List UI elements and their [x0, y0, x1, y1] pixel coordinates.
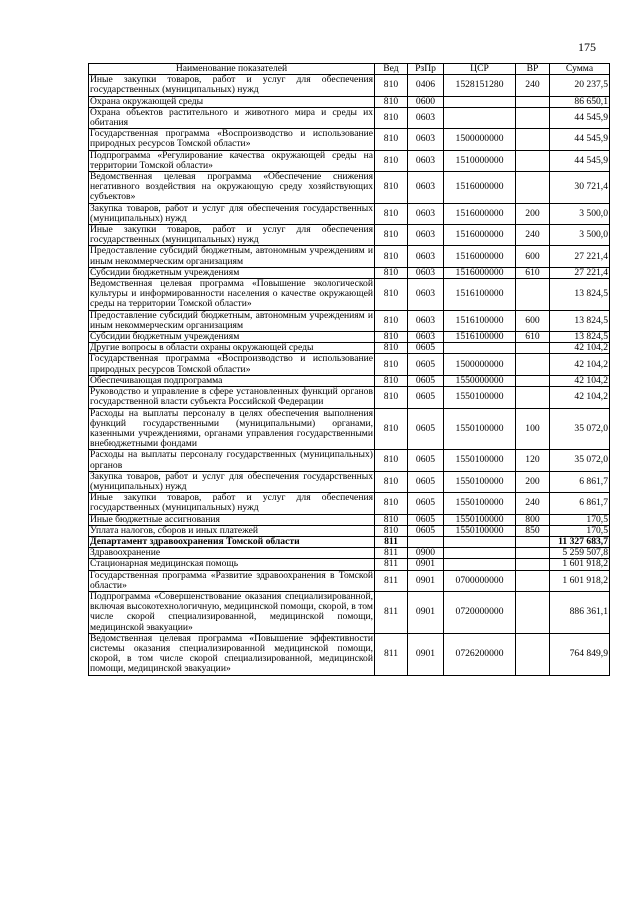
cell-ved: 810 [375, 246, 408, 267]
cell-rzpr: 0603 [408, 246, 444, 267]
cell-name: Иные закупки товаров, работ и услуг для обеспечения государственных (муниципальных) нужд [90, 74, 373, 96]
cell-name: Закупка товаров, работ и услуг для обеспечения государственных (муниципальных) нужд [90, 202, 373, 224]
cell-sum: 44 545,9 [550, 129, 610, 150]
cell-ved: 810 [375, 375, 408, 386]
cell-csr [444, 343, 516, 354]
cell-sum: 170,5 [550, 525, 610, 536]
cell-name: Стационарная медицинская помощь [89, 559, 375, 570]
cell-rzpr: 0603 [408, 129, 444, 150]
cell-rzpr: 0603 [408, 279, 444, 311]
cell-ved: 810 [375, 343, 408, 354]
cell-csr: 1550100000 [444, 525, 516, 536]
table-row [89, 633, 610, 675]
table-row [89, 267, 610, 278]
cell-csr [444, 559, 516, 570]
cell-rzpr: 0901 [408, 633, 444, 675]
cell-name: Закупка товаров, работ и услуг для обеспечения государственных (муниципальных) нужд [90, 470, 373, 492]
cell-sum: 13 824,5 [550, 279, 610, 311]
cell-sum: 6 861,7 [550, 471, 610, 492]
cell-vr: 240 [516, 493, 550, 514]
cell-rzpr: 0605 [408, 375, 444, 386]
cell-name: Охрана объектов растительного и животного мира и среды их обитания [90, 106, 373, 129]
cell-rzpr: 0900 [408, 548, 444, 559]
cell-ved: 810 [375, 310, 408, 331]
cell-vr [516, 354, 550, 375]
cell-name: Государственная программа «Развитие здравоохранения в Томской области» [90, 569, 373, 591]
cell-vr [516, 129, 550, 150]
cell-sum: 44 545,9 [550, 150, 610, 171]
table-row [89, 570, 610, 591]
cell-name: Предоставление субсидий бюджетным, автономным учреждениям и иным некоммерческим организациям [90, 245, 373, 267]
cell-csr: 1550100000 [444, 514, 516, 525]
cell-rzpr: 0605 [408, 343, 444, 354]
cell-csr: 1516100000 [444, 279, 516, 311]
cell-vr [516, 150, 550, 171]
cell-csr: 1500000000 [444, 354, 516, 375]
cell-sum: 35 072,0 [550, 450, 610, 471]
cell-name: Другие вопросы в области охраны окружающей среды [89, 343, 375, 354]
table-row [89, 225, 610, 246]
cell-vr [516, 591, 550, 633]
table-row [89, 471, 610, 492]
cell-csr: 1516000000 [444, 225, 516, 246]
cell-name: Ведомственная целевая программа «Повышение экологической культуры и информированности населения о качестве окружающей среды на территории Томской области» [90, 278, 373, 310]
cell-vr: 610 [516, 332, 550, 343]
table-row [89, 75, 610, 96]
cell-ved: 810 [375, 450, 408, 471]
cell-name: Иные закупки товаров, работ и услуг для обеспечения государственных (муниципальных) нужд [90, 492, 373, 514]
cell-ved: 810 [375, 354, 408, 375]
header-sum: Сумма [550, 64, 610, 75]
cell-ved: 810 [375, 150, 408, 171]
cell-ved: 810 [375, 172, 408, 204]
cell-ved: 810 [375, 332, 408, 343]
table-row [89, 354, 610, 375]
cell-csr: 1516000000 [444, 203, 516, 224]
cell-rzpr: 0605 [408, 493, 444, 514]
cell-sum: 35 072,0 [550, 408, 610, 450]
cell-csr [444, 107, 516, 128]
table-row [89, 343, 610, 354]
cell-csr: 1516100000 [444, 310, 516, 331]
cell-csr: 1550100000 [444, 450, 516, 471]
cell-vr: 100 [516, 408, 550, 450]
cell-ved: 810 [375, 96, 408, 107]
cell-csr: 1516100000 [444, 332, 516, 343]
table-row [89, 172, 610, 204]
cell-ved: 810 [375, 471, 408, 492]
cell-rzpr: 0605 [408, 514, 444, 525]
cell-vr: 600 [516, 246, 550, 267]
cell-sum: 13 824,5 [550, 332, 610, 343]
header-csr: ЦСР [444, 64, 516, 75]
cell-rzpr: 0605 [408, 408, 444, 450]
table-row [89, 493, 610, 514]
cell-sum: 764 849,9 [550, 633, 610, 675]
cell-csr [444, 548, 516, 559]
cell-ved: 810 [375, 408, 408, 450]
cell-rzpr: 0605 [408, 525, 444, 536]
cell-name: Государственная программа «Воспроизводство и использование природных ресурсов Томской области» [90, 128, 373, 150]
header-rzpr: РзПр [408, 64, 444, 75]
table-row [89, 150, 610, 171]
cell-vr [516, 107, 550, 128]
cell-rzpr: 0901 [408, 570, 444, 591]
cell-vr [516, 279, 550, 311]
cell-ved: 811 [375, 559, 408, 570]
cell-rzpr: 0603 [408, 107, 444, 128]
cell-name: Здравоохранение [89, 548, 375, 559]
cell-ved: 811 [375, 591, 408, 633]
cell-csr: 0700000000 [444, 570, 516, 591]
cell-rzpr: 0603 [408, 203, 444, 224]
table-row [89, 203, 610, 224]
cell-csr: 1550100000 [444, 471, 516, 492]
cell-rzpr: 0603 [408, 172, 444, 204]
cell-rzpr: 0605 [408, 450, 444, 471]
cell-csr: 1550000000 [444, 375, 516, 386]
cell-sum: 20 237,5 [550, 75, 610, 96]
table-row [89, 375, 610, 386]
cell-name: Охрана окружающей среды [89, 96, 375, 107]
cell-csr: 1528151280 [444, 75, 516, 96]
cell-vr: 850 [516, 525, 550, 536]
cell-vr [516, 570, 550, 591]
cell-sum: 42 104,2 [550, 354, 610, 375]
header-ved: Вед [375, 64, 408, 75]
cell-ved: 811 [375, 536, 408, 547]
cell-csr: 1550100000 [444, 408, 516, 450]
table-row [89, 450, 610, 471]
cell-ved: 811 [375, 633, 408, 675]
table-row [89, 548, 610, 559]
cell-sum: 6 861,7 [550, 493, 610, 514]
cell-vr [516, 633, 550, 675]
cell-vr: 200 [516, 203, 550, 224]
cell-rzpr: 0605 [408, 387, 444, 408]
table-row [89, 107, 610, 128]
cell-sum: 27 221,4 [550, 267, 610, 278]
cell-sum: 5 259 507,8 [550, 548, 610, 559]
cell-vr: 200 [516, 471, 550, 492]
cell-ved: 810 [375, 525, 408, 536]
cell-ved: 811 [375, 548, 408, 559]
cell-vr [516, 96, 550, 107]
cell-rzpr [408, 536, 444, 547]
cell-name: Подпрограмма «Совершенствование оказания специализированной, включая высокотехнологичную, медицинской помощи, скорой, в том числе скорой специализированной, медицинской помощи, медицинской эвакуации» [90, 590, 373, 633]
cell-rzpr: 0603 [408, 150, 444, 171]
table-row [89, 246, 610, 267]
cell-name: Подпрограмма «Регулирование качества окружающей среды на территории Томской области» [90, 149, 373, 171]
cell-ved: 810 [375, 129, 408, 150]
table-row [89, 514, 610, 525]
cell-ved: 810 [375, 267, 408, 278]
cell-csr: 1500000000 [444, 129, 516, 150]
cell-name: Ведомственная целевая программа «Повышение эффективности системы оказания специализированной медицинской помощи, скорой, в том числе скорой специализированной, медицинской помощи, медицинской эвакуации» [90, 632, 373, 675]
cell-ved: 810 [375, 279, 408, 311]
cell-name: Ведомственная целевая программа «Обеспечение снижения негативного воздействия на окружающую среду хозяйствующих субъектов» [90, 171, 373, 203]
cell-sum: 1 601 918,2 [550, 570, 610, 591]
cell-rzpr: 0901 [408, 591, 444, 633]
cell-vr [516, 536, 550, 547]
cell-rzpr: 0603 [408, 332, 444, 343]
header-name: Наименование показателей [89, 64, 375, 75]
cell-sum: 44 545,9 [550, 107, 610, 128]
cell-csr: 0720000000 [444, 591, 516, 633]
cell-csr: 1516000000 [444, 267, 516, 278]
cell-rzpr: 0600 [408, 96, 444, 107]
table-row [89, 525, 610, 536]
table-row [89, 387, 610, 408]
cell-rzpr: 0406 [408, 75, 444, 96]
cell-rzpr: 0605 [408, 471, 444, 492]
cell-name: Департамент здравоохранения Томской области [89, 536, 375, 547]
cell-rzpr: 0901 [408, 559, 444, 570]
cell-vr [516, 375, 550, 386]
cell-name: Иные закупки товаров, работ и услуг для обеспечения государственных (муниципальных) нужд [90, 224, 373, 246]
table-row [89, 536, 610, 547]
cell-csr: 1510000000 [444, 150, 516, 171]
cell-vr [516, 559, 550, 570]
cell-vr: 120 [516, 450, 550, 471]
cell-vr: 800 [516, 514, 550, 525]
table-row [89, 279, 610, 311]
cell-csr [444, 96, 516, 107]
cell-ved: 810 [375, 203, 408, 224]
cell-ved: 811 [375, 570, 408, 591]
table-row [89, 96, 610, 107]
table-header-row [89, 64, 610, 75]
cell-csr [444, 536, 516, 547]
cell-name: Предоставление субсидий бюджетным, автономным учреждениям и иным некоммерческим организациям [90, 309, 373, 331]
cell-sum: 42 104,2 [550, 375, 610, 386]
cell-sum: 886 361,1 [550, 591, 610, 633]
cell-name: Субсидии бюджетным учреждениям [89, 267, 375, 278]
cell-csr: 1550100000 [444, 387, 516, 408]
cell-name: Расходы на выплаты персоналу государственных (муниципальных) органов [90, 449, 373, 471]
cell-sum: 3 500,0 [550, 225, 610, 246]
cell-name: Руководство и управление в сфере установленных функций органов государственной власти субъекта Российской Федерации [90, 386, 373, 408]
cell-ved: 810 [375, 75, 408, 96]
cell-rzpr: 0603 [408, 225, 444, 246]
cell-csr: 1550100000 [444, 493, 516, 514]
cell-sum: 27 221,4 [550, 246, 610, 267]
cell-name: Расходы на выплаты персоналу в целях обеспечения выполнения функций государственными (муниципальными) органами, казенными учреждениями, органами управления государственными внебюджетными фондами [90, 407, 373, 450]
table-row [89, 332, 610, 343]
cell-sum: 3 500,0 [550, 203, 610, 224]
cell-vr [516, 343, 550, 354]
page-number: 175 [578, 40, 596, 54]
cell-vr [516, 172, 550, 204]
table-row [89, 310, 610, 331]
cell-name: Обеспечивающая подпрограмма [89, 375, 375, 386]
table-row [89, 591, 610, 633]
cell-sum: 170,5 [550, 514, 610, 525]
cell-csr: 0726200000 [444, 633, 516, 675]
cell-name: Иные бюджетные ассигнования [89, 514, 375, 525]
budget-table [88, 63, 610, 676]
cell-vr: 610 [516, 267, 550, 278]
header-vr: ВР [516, 64, 550, 75]
cell-vr [516, 387, 550, 408]
cell-csr: 1516000000 [444, 172, 516, 204]
cell-sum: 30 721,4 [550, 172, 610, 204]
cell-sum: 42 104,2 [550, 387, 610, 408]
cell-name: Субсидии бюджетным учреждениям [89, 332, 375, 343]
cell-sum: 86 650,1 [550, 96, 610, 107]
cell-sum: 42 104,2 [550, 343, 610, 354]
cell-sum: 11 327 683,7 [550, 536, 610, 547]
cell-vr: 240 [516, 225, 550, 246]
cell-rzpr: 0603 [408, 267, 444, 278]
table-row [89, 129, 610, 150]
cell-vr: 600 [516, 310, 550, 331]
cell-sum: 13 824,5 [550, 310, 610, 331]
table-row [89, 559, 610, 570]
cell-vr: 240 [516, 75, 550, 96]
cell-ved: 810 [375, 387, 408, 408]
cell-ved: 810 [375, 225, 408, 246]
cell-csr: 1516000000 [444, 246, 516, 267]
cell-ved: 810 [375, 107, 408, 128]
table-row [89, 408, 610, 450]
cell-vr [516, 548, 550, 559]
cell-name: Уплата налогов, сборов и иных платежей [89, 525, 375, 536]
cell-rzpr: 0603 [408, 310, 444, 331]
cell-ved: 810 [375, 493, 408, 514]
cell-sum: 1 601 918,2 [550, 559, 610, 570]
cell-rzpr: 0605 [408, 354, 444, 375]
cell-ved: 810 [375, 514, 408, 525]
cell-name: Государственная программа «Воспроизводство и использование природных ресурсов Томской области» [90, 353, 373, 375]
